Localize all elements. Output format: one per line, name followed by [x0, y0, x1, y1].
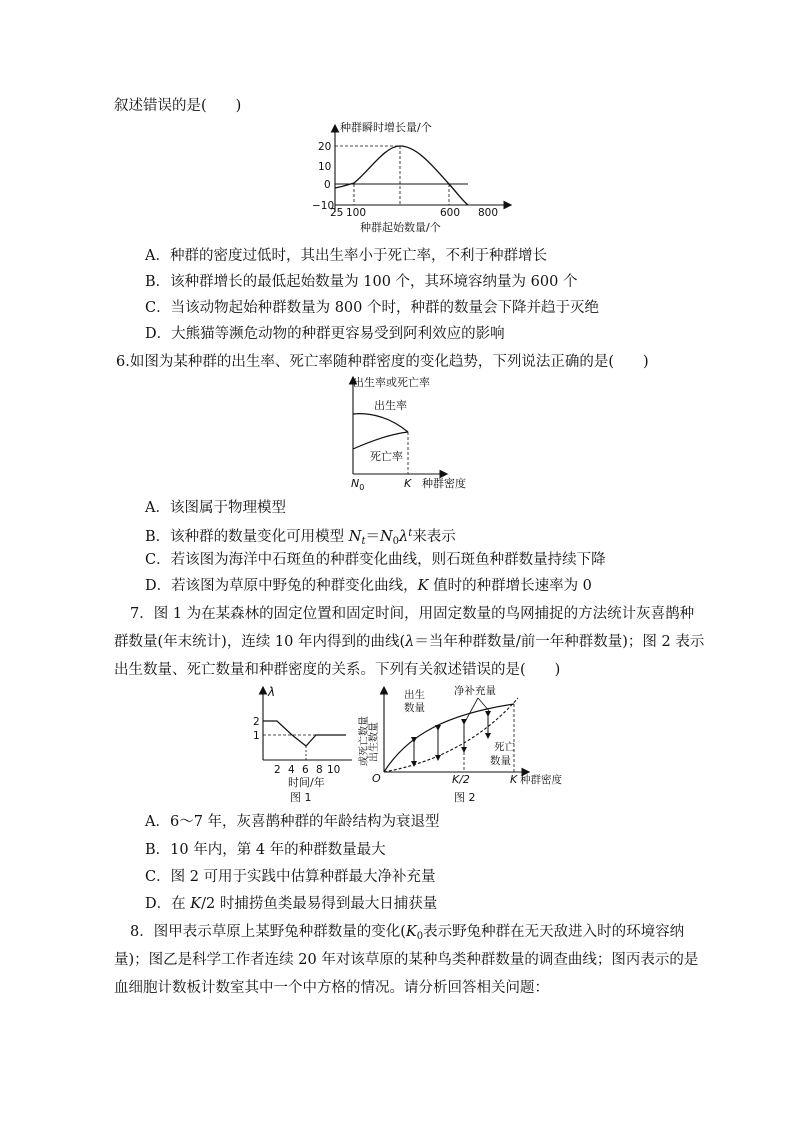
q8-stem-line3: 血细胞计数板计数室其中一个中方格的情况。请分析回答相关问题： — [114, 980, 549, 996]
q8-stem-line1: 8．图甲表示草原上某野兔种群数量的变化($K_0$表示野兔种群在无天敌进入时的环境容纳 — [130, 924, 685, 942]
x-axis-label: 时间/年 — [288, 776, 325, 789]
q7-option-a: A．6～7 年，灰喜鹊种群的年龄结构为衰退型 — [145, 814, 440, 830]
x-tick: 6 — [302, 764, 309, 776]
birth-death-number-figure — [359, 684, 578, 804]
origin-label: O — [372, 772, 381, 785]
x-axis-label: 种群密度 — [422, 477, 466, 490]
x-tick: 100 — [346, 207, 367, 219]
birth-rate-label: 出生率 — [374, 399, 407, 412]
q7-option-d: D．在 K/2 时捕捞鱼类最易得到最大日捕获量 — [145, 896, 438, 912]
y-tick: 20 — [318, 141, 332, 153]
q6-option-b: B．该种群的数量变化可用模型 $N_t=N_0\lambda^t$来表示 — [145, 528, 456, 547]
death-rate-label: 死亡率 — [370, 450, 403, 463]
q5-option-b: B．该种群增长的最低起始数量为 100 个，其环境容纳量为 600 个 — [145, 274, 578, 290]
q6-stem: 6.如图为某种群的出生率、死亡率随种群密度的变化趋势，下列说法正确的是( ) — [116, 354, 649, 370]
x-axis-label: 种群密度 — [520, 774, 562, 786]
growth-curve — [335, 146, 468, 205]
k-half-label: K/2 — [452, 773, 470, 786]
lambda-figure — [250, 684, 360, 804]
y-axis-label: 出生率或死亡率 — [353, 376, 430, 389]
y-tick: 10 — [318, 161, 332, 173]
q6-option-a: A．该图属于物理模型 — [145, 500, 286, 516]
x-tick: 8 — [316, 764, 323, 776]
y-axis-label: 出生数量 — [369, 722, 380, 762]
y-axis-label: λ — [268, 685, 276, 699]
question-stem-end: 叙述错误的是( ) — [114, 98, 242, 114]
x-tick: 600 — [440, 207, 461, 219]
death-number-label: 死亡 — [494, 741, 515, 753]
q8-stem-line2: 量)；图乙是科学工作者连续 20 年对该草原的某种鸟类种群数量的调查曲线；图丙表示的是 — [114, 952, 699, 968]
y-axis-label: 或死亡数量 — [359, 716, 370, 766]
x-tick: 25 — [330, 207, 344, 219]
k-label: K — [510, 773, 518, 786]
q6-option-d: D．若该图为草原中野兔的种群变化曲线，K 值时的种群增长速率为 0 — [145, 578, 592, 594]
q5-option-a: A．种群的密度过低时，其出生率小于死亡率，不利于种群增长 — [145, 248, 547, 264]
q7-option-c: C．图 2 可用于实践中估算种群最大净补充量 — [145, 869, 436, 885]
death-rate-curve — [353, 432, 408, 449]
k-label: K — [404, 477, 412, 490]
x-tick: 2 — [274, 764, 281, 776]
q5-option-c: C．当该动物起始种群数量为 800 个时，种群的数量会下降并趋于灭绝 — [145, 300, 599, 316]
q7-stem-line2: 群数量(年末统计)，连续 10 年内得到的曲线(λ＝当年种群数量/前一年种群数量)；图 2 表示 — [114, 634, 705, 650]
q6-option-c: C．若该图为海洋中石斑鱼的种群变化曲线，则石斑鱼种群数量持续下降 — [145, 552, 606, 568]
y-tick: 0 — [324, 179, 331, 191]
allee-effect-figure — [300, 120, 530, 238]
q7-stem-line3: 出生数量、死亡数量和种群密度的关系。下列有关叙述错误的是( ) — [114, 662, 561, 678]
x-tick: 4 — [288, 764, 295, 776]
q7-stem-line1: 7．图 1 为在某森林的固定位置和固定时间，用固定数量的鸟网捕捉的方法统计灰喜鹊种 — [130, 606, 695, 622]
y-tick: 2 — [253, 716, 260, 728]
figure-caption: 图 2 — [454, 791, 476, 804]
x-axis-label: 种群起始数量/个 — [360, 221, 441, 234]
figure-caption: 图 1 — [290, 791, 312, 804]
y-axis-label: 种群瞬时增长量/个 — [340, 121, 432, 134]
death-number-label: 数量 — [490, 755, 511, 767]
y-tick: 1 — [253, 730, 260, 742]
birth-number-label: 出生 — [404, 689, 425, 701]
birth-number-label: 数量 — [404, 702, 425, 714]
birth-death-rate-figure — [336, 374, 486, 492]
x-tick: 10 — [327, 764, 341, 776]
q5-option-d: D．大熊猫等濒危动物的种群更容易受到阿利效应的影响 — [145, 326, 505, 342]
x-tick: 800 — [478, 207, 499, 219]
supplement-label: 净补充量 — [454, 685, 496, 697]
lambda-curve — [263, 721, 346, 746]
q7-option-b: B．10 年内，第 4 年的种群数量最大 — [145, 842, 386, 858]
y-tick: −10 — [312, 200, 335, 212]
n0-label: $N_0$ — [351, 477, 365, 492]
birth-rate-curve — [353, 414, 408, 432]
